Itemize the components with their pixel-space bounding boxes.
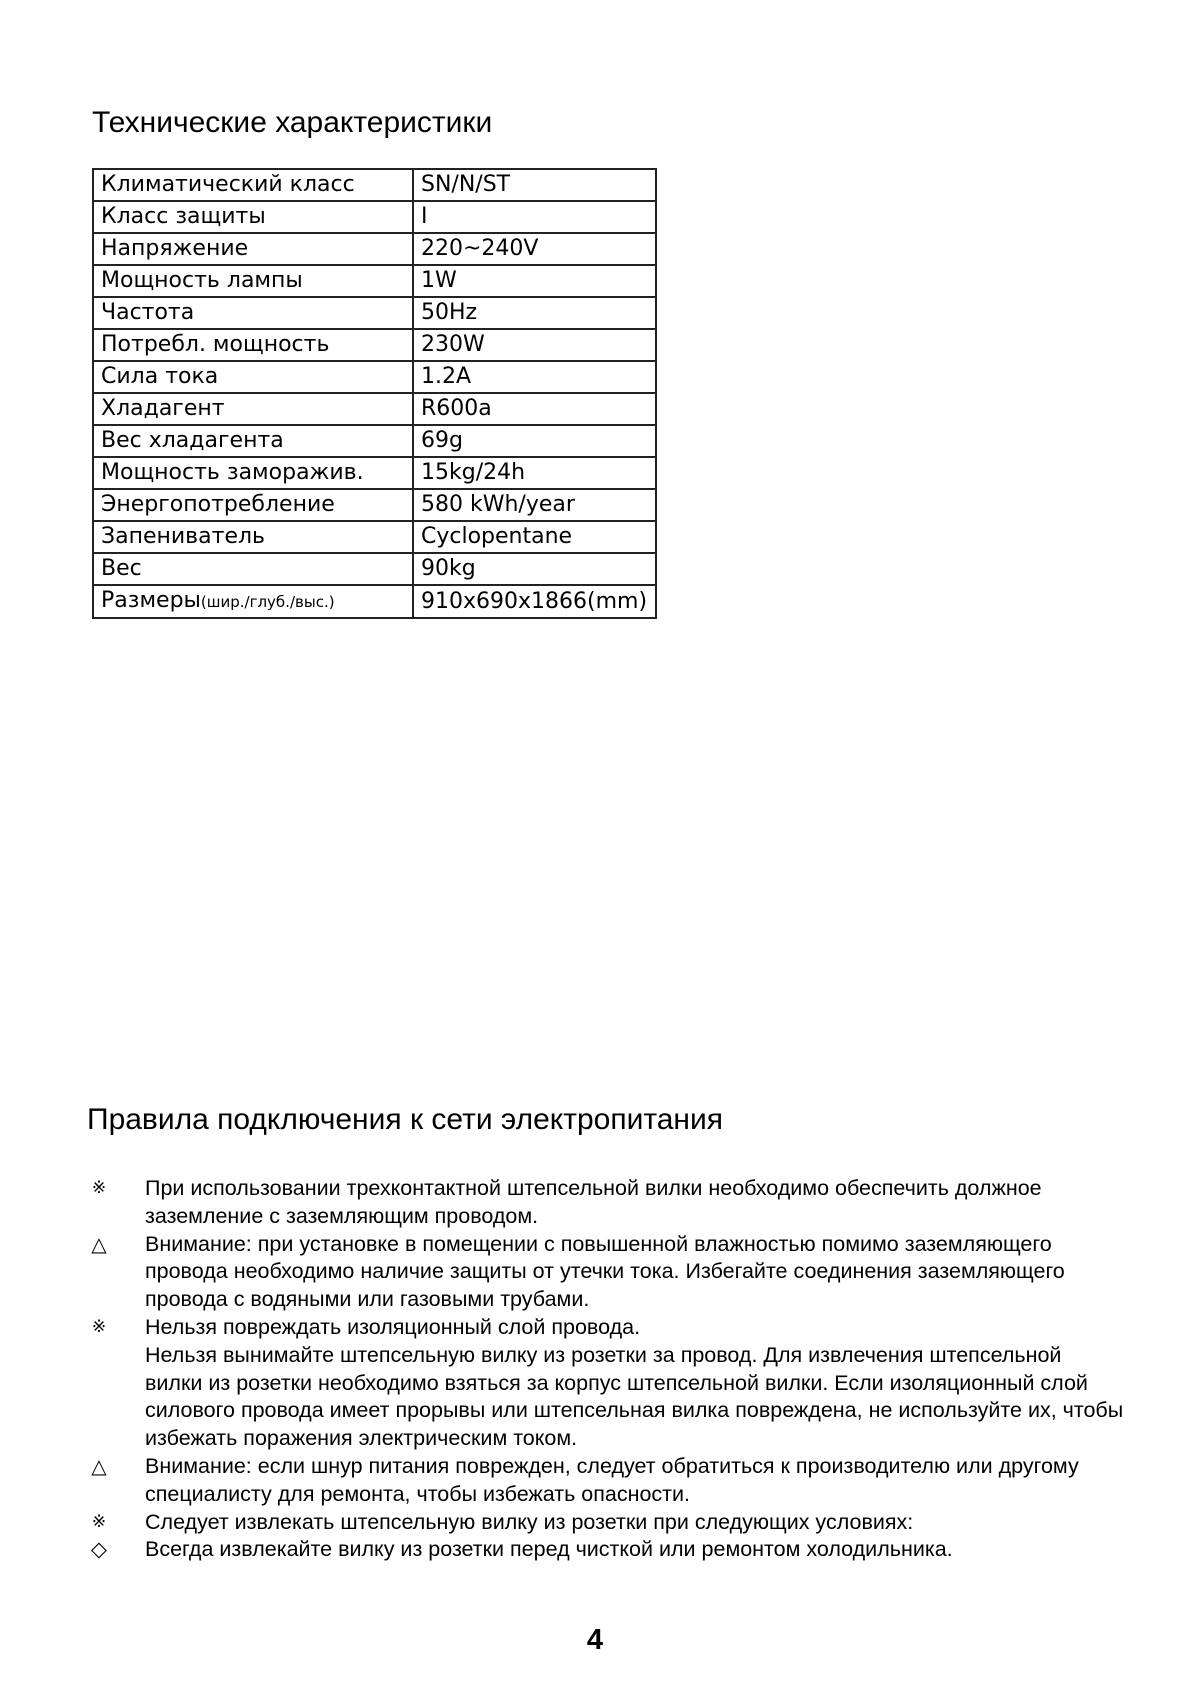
spec-label: Вес хладагента — [101, 428, 284, 453]
spec-label: Напряжение — [101, 236, 249, 261]
rule-text: При использовании трехконтактной штепсельной вилки необходимо обеспечить должное заземление с заземляющим проводом. — [145, 1176, 1042, 1228]
spec-label-cell — [93, 457, 413, 489]
spec-row — [93, 425, 656, 457]
spec-label-cell — [93, 553, 413, 585]
page-number: 4 — [586, 1624, 604, 1656]
rules-heading: Правила подключения к сети электропитания — [87, 1103, 724, 1136]
spec-value: 69g — [413, 425, 656, 457]
spec-label: Размеры — [101, 588, 201, 613]
diamond-bullet-icon: ◇ — [90, 1537, 108, 1562]
spec-row — [93, 201, 656, 233]
spec-value: 220~240V — [413, 233, 656, 265]
spec-label: Мощность лампы — [101, 268, 303, 293]
spec-row — [93, 585, 656, 618]
spec-value: 910x690x1866(mm) — [413, 585, 656, 618]
rule-text: Всегда извлекайте вилку из розетки перед чисткой или ремонтом холодильника. — [145, 1537, 953, 1562]
spec-label-cell — [93, 265, 413, 297]
spec-row — [93, 457, 656, 489]
spec-label-cell — [93, 297, 413, 329]
rule-item — [84, 1175, 1124, 1231]
spec-value: 580 kWh/year — [413, 489, 656, 521]
warning-triangle-icon: △ — [91, 1453, 107, 1478]
spec-row — [93, 297, 656, 329]
rule-text: Внимание: при установке в помещении с повышенной влажностью помимо заземляющего провода необходимо наличие защиты от утечки тока. Избегайте соединения заземляющего провода с водяными или газовыми трубами. — [145, 1231, 1065, 1312]
spec-value: SN/N/ST — [413, 169, 656, 201]
spec-row — [93, 329, 656, 361]
rule-item — [84, 1231, 1124, 1314]
spec-row — [93, 489, 656, 521]
reference-mark-icon: ※ — [91, 1178, 107, 1198]
reference-mark-icon: ※ — [91, 1316, 107, 1337]
spec-value: 90kg — [413, 553, 656, 585]
spec-label: Потребл. мощность — [101, 332, 330, 357]
spec-value: 50Hz — [413, 297, 656, 329]
spec-value: I — [413, 201, 656, 233]
spec-value: Cyclopentane — [413, 521, 656, 553]
spec-label: Хладагент — [101, 396, 225, 421]
spec-value: R600a — [413, 393, 656, 425]
spec-label: Запениватель — [101, 524, 266, 549]
spec-label-note: (шир./глуб./выс.) — [200, 593, 335, 611]
spec-row — [93, 265, 656, 297]
spec-label-cell — [93, 361, 413, 393]
spec-row — [93, 521, 656, 553]
rule-item — [84, 1536, 1124, 1564]
rule-item — [84, 1453, 1124, 1509]
specs-heading: Технические характеристики — [92, 106, 493, 139]
rule-text-continued: Нельзя вынимайте штепсельную вилку из розетки за провод. Для извлечения штепсельной вилки из розетки необходимо взяться за корпус штепсельной вилки. Если изоляционный слой силового провода имеет прорывы или штепсельная вилка повреждена, не используйте их, чтобы избежать поражения электрическим током. — [145, 1342, 1124, 1451]
spec-label-cell — [93, 169, 413, 201]
rule-item — [84, 1314, 1124, 1453]
rule-text: Следует извлекать штепсельную вилку из розетки при следующих условиях: — [145, 1509, 914, 1534]
spec-label: Мощность заморажив. — [101, 460, 364, 485]
spec-value: 15kg/24h — [413, 457, 656, 489]
spec-row — [93, 169, 656, 201]
specs-table — [92, 168, 657, 619]
spec-label-cell — [93, 489, 413, 521]
specs-table-body — [93, 169, 656, 618]
spec-label-cell — [93, 585, 413, 618]
spec-label: Вес — [101, 556, 142, 581]
spec-row — [93, 393, 656, 425]
spec-label-cell — [93, 425, 413, 457]
spec-label-cell — [93, 521, 413, 553]
spec-row — [93, 233, 656, 265]
spec-label-cell — [93, 201, 413, 233]
rule-item — [84, 1509, 1124, 1537]
spec-value: 1.2A — [413, 361, 656, 393]
rule-text: Нельзя повреждать изоляционный слой провода. — [145, 1314, 641, 1339]
spec-label: Класс защиты — [101, 204, 266, 229]
spec-label-cell — [93, 233, 413, 265]
spec-label: Энергопотребление — [101, 492, 335, 517]
spec-label-cell — [93, 393, 413, 425]
spec-label: Сила тока — [101, 364, 219, 389]
warning-triangle-icon: △ — [91, 1231, 107, 1256]
spec-label: Частота — [101, 300, 195, 325]
rules-list — [84, 1175, 1124, 1564]
spec-label: Климатический класс — [101, 172, 355, 197]
spec-row — [93, 553, 656, 585]
rule-text: Внимание: если шнур питания поврежден, следует обратиться к производителю или другому специалисту для ремонта, чтобы избежать опасности. — [145, 1453, 1079, 1506]
spec-row — [93, 361, 656, 393]
spec-value: 230W — [413, 329, 656, 361]
spec-label-cell — [93, 329, 413, 361]
spec-value: 1W — [413, 265, 656, 297]
reference-mark-icon: ※ — [91, 1511, 107, 1532]
